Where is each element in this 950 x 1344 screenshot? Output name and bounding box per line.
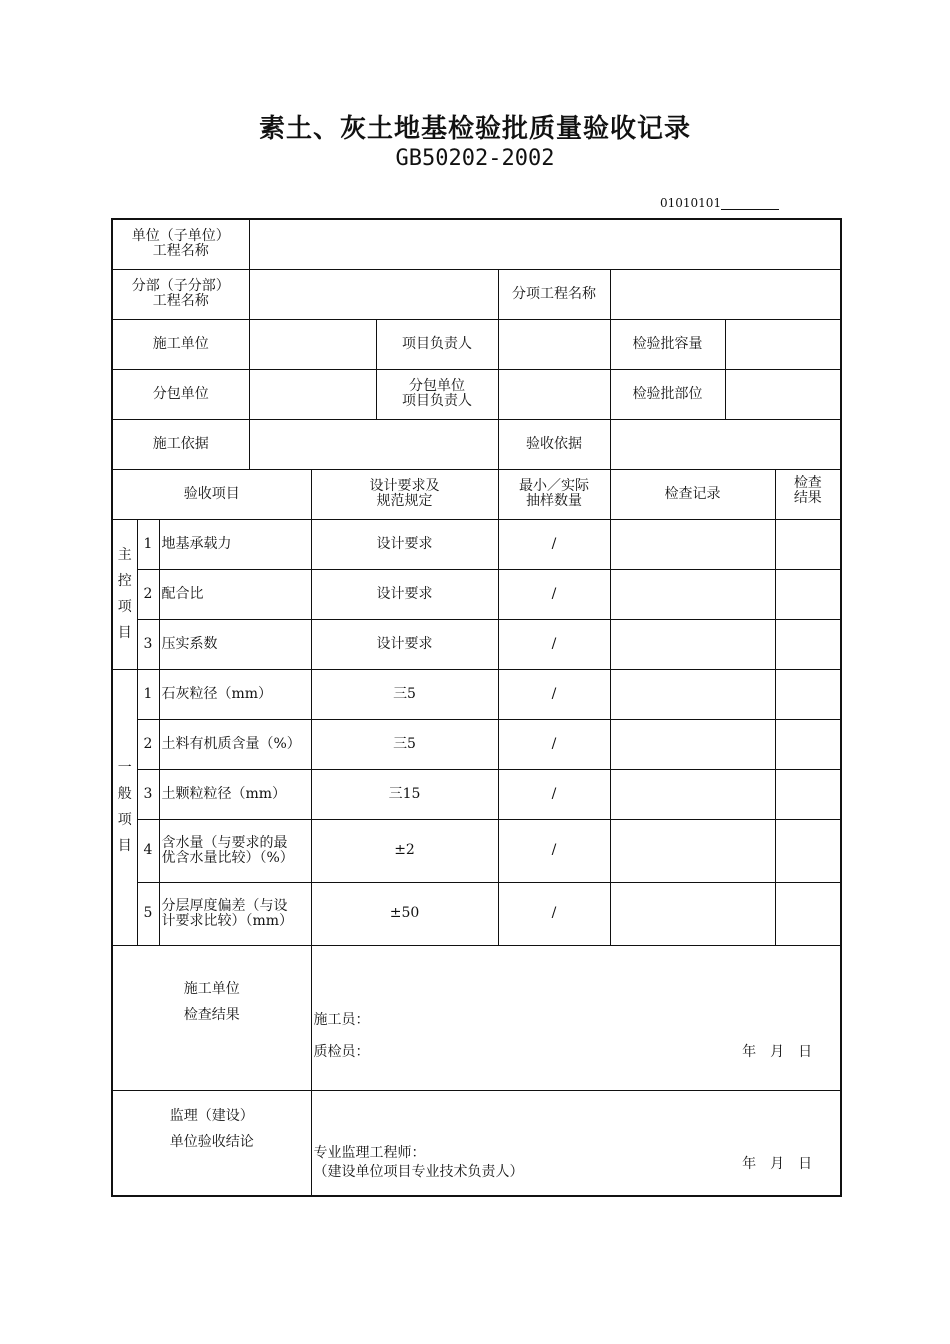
page-title: 素土、灰土地基检验批质量验收记录 (258, 114, 691, 144)
table-row (112, 769, 841, 819)
row-record[interactable] (610, 519, 775, 569)
row-number: 4 (137, 819, 159, 882)
row-record[interactable] (610, 882, 775, 945)
subcontract-unit-value[interactable] (249, 369, 376, 419)
construction-basis-value[interactable] (249, 419, 498, 469)
project-manager-label: 项目负责人 (376, 319, 498, 369)
row-record[interactable] (610, 769, 775, 819)
row-sample[interactable]: / (498, 882, 610, 945)
row-record[interactable] (610, 669, 775, 719)
supervision-label: 监理（建设） 单位验收结论 (112, 1090, 311, 1196)
col-result-header: 检查 结果 (775, 469, 841, 519)
row-number: 1 (137, 519, 159, 569)
row-number: 3 (137, 769, 159, 819)
standard-code: GB50202-2002 (395, 146, 555, 171)
sub-project-value[interactable] (249, 269, 498, 319)
col-item-header: 验收项目 (112, 469, 311, 519)
row-requirement: ±50 (311, 882, 498, 945)
row-requirement: ±2 (311, 819, 498, 882)
construction-check-row (112, 945, 841, 1090)
row-sample[interactable]: / (498, 719, 610, 769)
row-number: 5 (137, 882, 159, 945)
supervisor-note: （建设单位项目专业技术负责人） (313, 1163, 524, 1180)
row-item-name: 地基承载力 (159, 519, 311, 569)
construction-unit-label: 施工单位 (112, 319, 249, 369)
row-number: 2 (137, 719, 159, 769)
table-row (112, 819, 841, 882)
row-item-name: 土料有机质含量（%） (159, 719, 311, 769)
table-row (112, 519, 841, 569)
item-project-value[interactable] (610, 269, 841, 319)
row-record[interactable] (610, 819, 775, 882)
supervisor-label: 专业监理工程师： (313, 1144, 426, 1161)
table-row (112, 619, 841, 669)
row-requirement: 设计要求 (311, 569, 498, 619)
batch-capacity-value[interactable] (725, 319, 841, 369)
col-sample-header: 最小／实际 抽样数量 (498, 469, 610, 519)
supervision-sign-area[interactable] (311, 1090, 841, 1196)
col-design-header: 设计要求及 规范规定 (311, 469, 498, 519)
construction-unit-value[interactable] (249, 319, 376, 369)
row-item-name: 含水量（与要求的最 优含水量比较）（%） (159, 819, 311, 882)
row-sample[interactable]: / (498, 769, 610, 819)
row-requirement: 设计要求 (311, 519, 498, 569)
unit-project-value[interactable] (249, 219, 841, 269)
info-row-basis (112, 419, 841, 469)
batch-location-value[interactable] (725, 369, 841, 419)
row-requirement: 三5 (311, 719, 498, 769)
inspection-record-table (111, 218, 842, 1197)
row-result[interactable] (775, 819, 841, 882)
construction-check-sign-area[interactable] (311, 945, 841, 1090)
subcontract-unit-label: 分包单位 (112, 369, 249, 419)
form-code (660, 196, 779, 210)
batch-location-label: 检验批部位 (610, 369, 725, 419)
construction-basis-label: 施工依据 (112, 419, 249, 469)
row-record[interactable] (610, 719, 775, 769)
supervision-date: 年 月 日 (742, 1155, 813, 1172)
row-requirement: 设计要求 (311, 619, 498, 669)
row-result[interactable] (775, 569, 841, 619)
worker-label: 施工员： (313, 1011, 370, 1028)
row-sample[interactable]: / (498, 619, 610, 669)
row-number: 3 (137, 619, 159, 669)
row-sample[interactable]: / (498, 819, 610, 882)
main-control-label: 主 控 项 目 (112, 519, 137, 669)
inspector-label: 质检员： (313, 1043, 370, 1060)
row-requirement: 三15 (311, 769, 498, 819)
acceptance-basis-label: 验收依据 (498, 419, 610, 469)
acceptance-basis-value[interactable] (610, 419, 841, 469)
unit-project-label: 单位（子单位） 工程名称 (112, 219, 249, 269)
batch-capacity-label: 检验批容量 (610, 319, 725, 369)
sub-manager-label: 分包单位 项目负责人 (376, 369, 498, 419)
row-item-name: 配合比 (159, 569, 311, 619)
table-row (112, 719, 841, 769)
row-sample[interactable]: / (498, 519, 610, 569)
form-code-number: 01010101 (660, 196, 722, 210)
row-sample[interactable]: / (498, 569, 610, 619)
row-item-name: 土颗粒粒径（mm） (159, 769, 311, 819)
info-row-unit-project (112, 219, 841, 269)
row-result[interactable] (775, 719, 841, 769)
form-code-blank[interactable] (721, 197, 779, 210)
construction-check-label: 施工单位 检查结果 (112, 945, 311, 1090)
project-manager-value[interactable] (498, 319, 610, 369)
row-result[interactable] (775, 882, 841, 945)
sub-manager-value[interactable] (498, 369, 610, 419)
general-label: 一 般 项 目 (112, 669, 137, 945)
item-project-label: 分项工程名称 (498, 269, 610, 319)
row-item-name: 压实系数 (159, 619, 311, 669)
column-header-row (112, 469, 841, 519)
sub-project-label: 分部（子分部） 工程名称 (112, 269, 249, 319)
row-result[interactable] (775, 619, 841, 669)
row-sample[interactable]: / (498, 669, 610, 719)
info-row-construction-unit (112, 319, 841, 369)
row-requirement: 三5 (311, 669, 498, 719)
table-row (112, 882, 841, 945)
table-row (112, 569, 841, 619)
row-result[interactable] (775, 769, 841, 819)
row-result[interactable] (775, 519, 841, 569)
supervision-row (112, 1090, 841, 1196)
row-record[interactable] (610, 619, 775, 669)
row-item-name: 分层厚度偏差（与设 计要求比较）（mm） (159, 882, 311, 945)
info-row-sub-project (112, 269, 841, 319)
construction-date: 年 月 日 (742, 1043, 813, 1060)
info-row-subcontract (112, 369, 841, 419)
row-item-name: 石灰粒径（mm） (159, 669, 311, 719)
row-result[interactable] (775, 669, 841, 719)
row-number: 2 (137, 569, 159, 619)
table-row (112, 669, 841, 719)
col-record-header: 检查记录 (610, 469, 775, 519)
row-record[interactable] (610, 569, 775, 619)
row-number: 1 (137, 669, 159, 719)
